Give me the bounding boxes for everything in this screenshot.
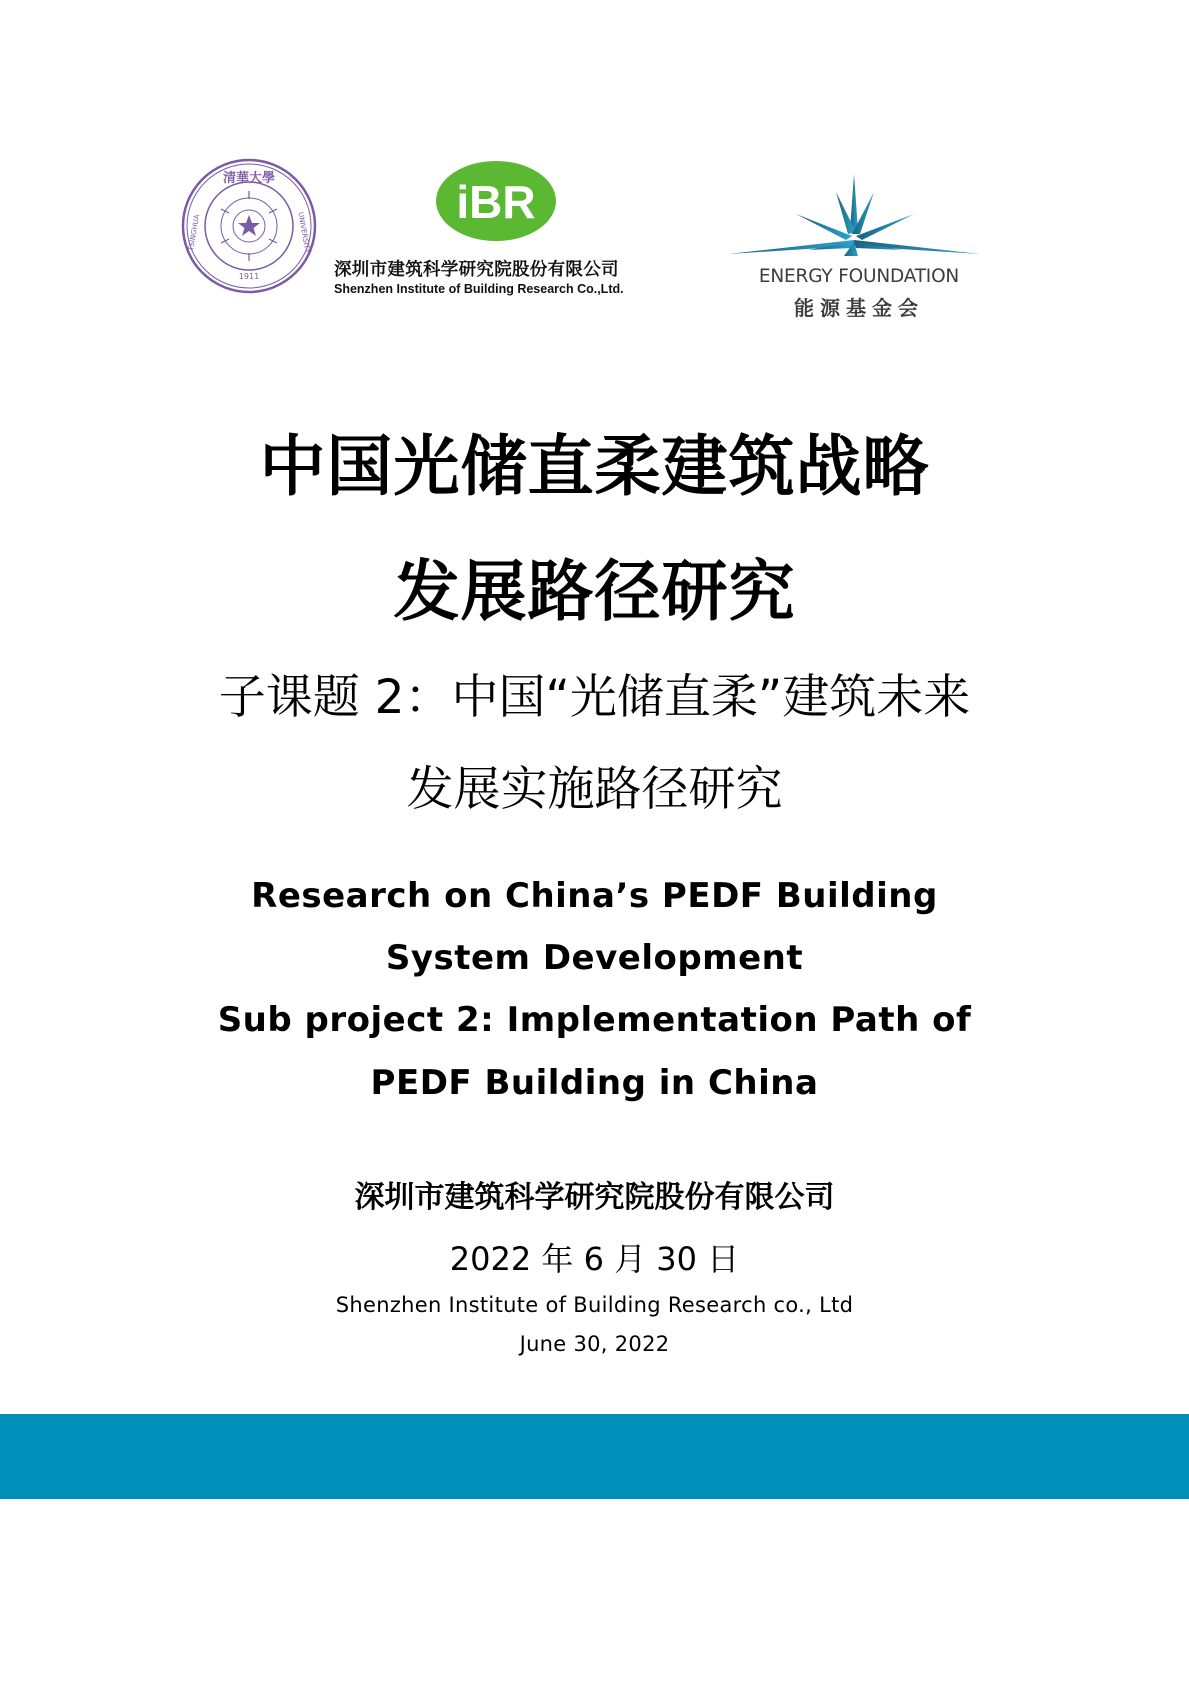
energy-foundation-logo xyxy=(728,170,980,320)
ibr-mark-icon xyxy=(434,158,558,244)
energy-foundation-starburst-icon xyxy=(728,170,980,262)
svg-text:1911: 1911 xyxy=(238,272,260,281)
ibr-name-cn: 深圳市建筑科学研究院股份有限公司 xyxy=(334,260,619,280)
title-cn-line2: 发展路径研究 xyxy=(393,553,796,630)
tsinghua-seal-icon xyxy=(180,157,318,295)
organization-cn: 深圳市建筑科学研究院股份有限公司 xyxy=(354,1180,835,1215)
date-cn: 2022 年 6 月 30 日 xyxy=(449,1240,740,1278)
svg-text:清華大學: 清華大學 xyxy=(222,171,276,186)
title-en-line3: Sub project 2: Implementation Path of xyxy=(217,1000,972,1040)
title-en-line4: PEDF Building in China xyxy=(370,1063,819,1103)
footer-color-band xyxy=(0,1414,1189,1499)
svg-text:TSINGHUA: TSINGHUA xyxy=(186,213,202,252)
title-en-line1: Research on China’s PEDF Building xyxy=(251,876,938,916)
ibr-logo xyxy=(334,158,664,308)
energy-foundation-name-en: ENERGY FOUNDATION xyxy=(758,266,960,287)
svg-text:UNIVERSITY: UNIVERSITY xyxy=(296,211,312,254)
title-en-line2: System Development xyxy=(385,938,804,978)
subtitle-cn-line2: 发展实施路径研究 xyxy=(406,762,783,817)
energy-foundation-name-cn: 能源基金会 xyxy=(794,296,924,320)
title-cn-line1: 中国光储直柔建筑战略 xyxy=(259,428,930,505)
tsinghua-university-seal-logo xyxy=(180,157,318,295)
subtitle-cn-line1: 子课题 2：中国“光储直柔”建筑未来 xyxy=(218,670,971,725)
ibr-name-en: Shenzhen Institute of Building Research Co.,Ltd. xyxy=(334,282,624,296)
date-en: June 30, 2022 xyxy=(519,1332,670,1356)
organization-en: Shenzhen Institute of Building Research co., Ltd xyxy=(335,1293,854,1317)
svg-text:iBR: iBR xyxy=(456,176,536,228)
